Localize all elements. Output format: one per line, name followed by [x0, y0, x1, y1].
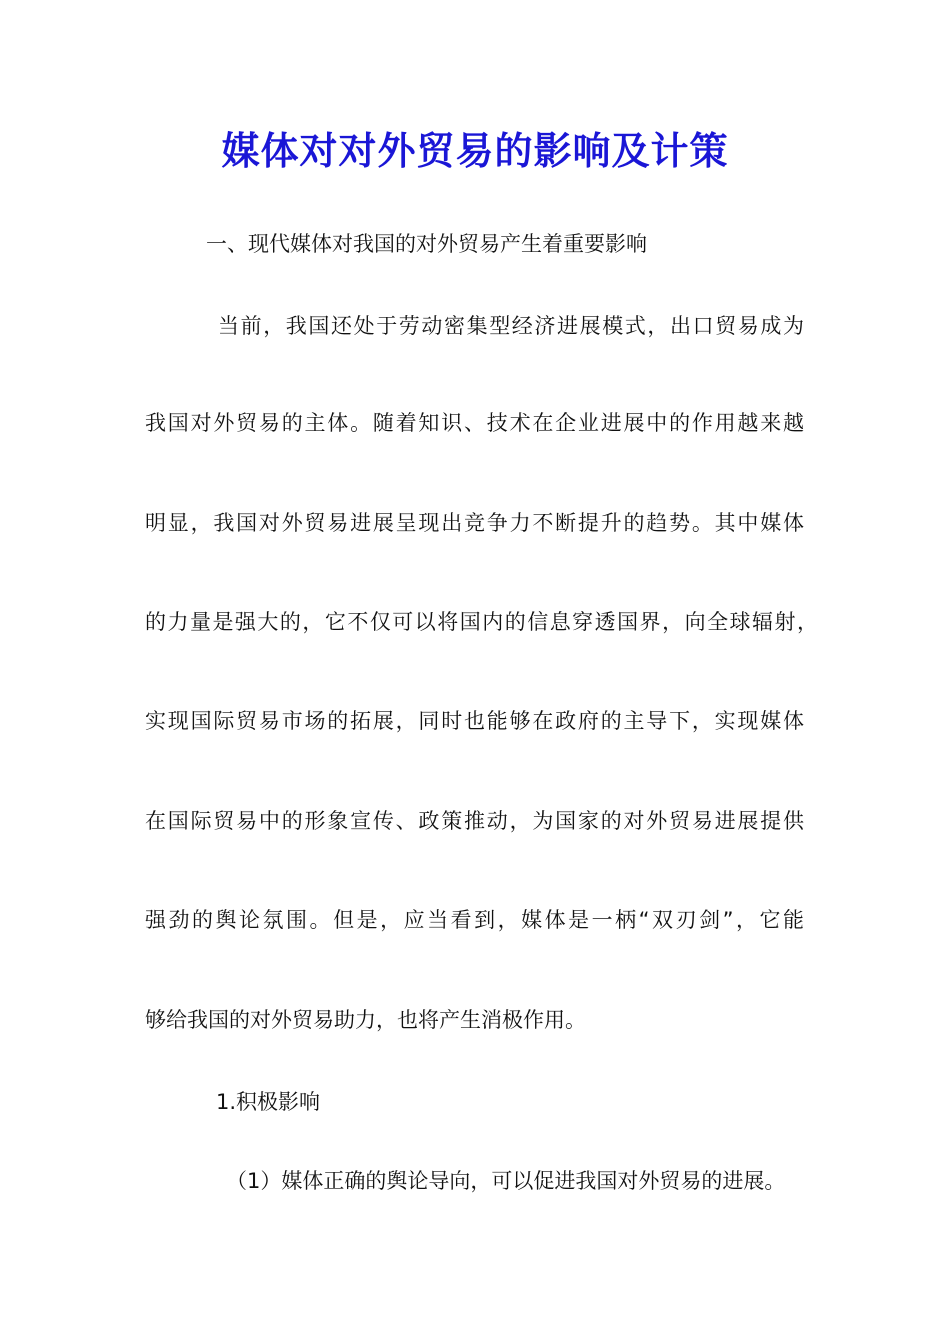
paragraph-line-1: 当前，我国还处于劳动密集型经济进展模式，出口贸易成为: [218, 314, 804, 338]
paragraph-line-5: 实现国际贸易市场的拓展，同时也能够在政府的主导下，实现媒体: [145, 709, 804, 733]
section-heading: 一、现代媒体对我国的对外贸易产生着重要影响: [206, 232, 647, 256]
paragraph-line-7: 强劲的舆论氛围。但是，应当看到，媒体是一柄“双刃剑”，它能: [145, 908, 804, 932]
list-item-1: （1）媒体正确的舆论导向，可以促进我国对外贸易的进展。: [226, 1169, 786, 1193]
paragraph-line-6: 在国际贸易中的形象宣传、政策推动，为国家的对外贸易进展提供: [145, 809, 804, 833]
paragraph-line-4: 的力量是强大的，它不仅可以将国内的信息穿透国界，向全球辐射，: [145, 610, 818, 634]
document-title: 媒体对对外贸易的影响及计策: [221, 128, 729, 173]
paragraph-line-3: 明显，我国对外贸易进展呈现出竞争力不断提升的趋势。其中媒体: [145, 511, 804, 535]
paragraph-line-2: 我国对外贸易的主体。随着知识、技术在企业进展中的作用越来越: [145, 411, 804, 435]
subheading-positive-impact: 1.积极影响: [216, 1090, 321, 1114]
paragraph-line-8: 够给我国的对外贸易助力，也将产生消极作用。: [145, 1008, 586, 1032]
